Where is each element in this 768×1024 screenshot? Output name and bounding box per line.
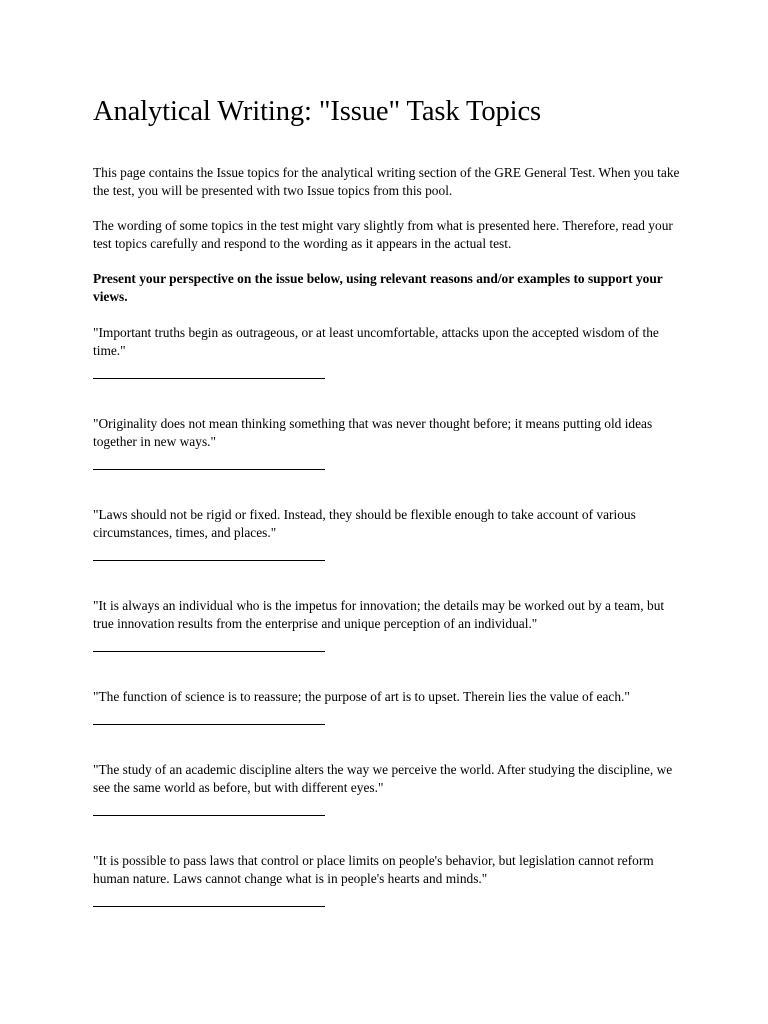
separator-line <box>93 906 325 907</box>
topic-text: "It is always an individual who is the impetus for innovation; the details may be worked out by a team, but true innovation results from the enterprise and unique perception of an individual." <box>93 598 665 631</box>
topic-item <box>93 688 683 725</box>
separator-line <box>93 651 325 652</box>
topic-text: "The study of an academic discipline alters the way we perceive the world. After studying the discipline, we see the same world as before, but with different eyes." <box>93 762 673 795</box>
document-page <box>93 94 683 943</box>
separator-line <box>93 815 325 816</box>
topic-item <box>93 324 683 379</box>
topic-text: "Important truths begin as outrageous, or at least uncomfortable, attacks upon the accepted wisdom of the time." <box>93 325 659 358</box>
separator-line <box>93 469 325 470</box>
separator-line <box>93 560 325 561</box>
topic-text: "It is possible to pass laws that control or place limits on people's behavior, but legislation cannot reform human nature. Laws cannot change what is in people's hearts and minds." <box>93 853 654 886</box>
topic-item <box>93 415 683 470</box>
topic-item <box>93 852 683 907</box>
topic-text: "Laws should not be rigid or fixed. Instead, they should be flexible enough to take account of various circumstances, times, and places." <box>93 507 636 540</box>
topic-item <box>93 761 683 816</box>
intro-paragraph: The wording of some topics in the test might vary slightly from what is presented here. Therefore, read your test topics carefully and respond to the wording as it appears in the actual test. <box>93 218 673 251</box>
topic-text: "Originality does not mean thinking something that was never thought before; it means putting old ideas together in new ways." <box>93 416 653 449</box>
topic-text: "The function of science is to reassure; the purpose of art is to upset. Therein lies the value of each." <box>93 689 630 704</box>
separator-line <box>93 378 325 379</box>
topic-item <box>93 597 683 652</box>
topic-item <box>93 506 683 561</box>
separator-line <box>93 724 325 725</box>
page-title: Analytical Writing: "Issue" Task Topics <box>93 96 542 127</box>
intro-paragraph: This page contains the Issue topics for the analytical writing section of the GRE General Test. When you take the test, you will be presented with two Issue topics from this pool. <box>93 165 680 198</box>
task-instruction: Present your perspective on the issue below, using relevant reasons and/or examples to support your views. <box>93 271 663 304</box>
